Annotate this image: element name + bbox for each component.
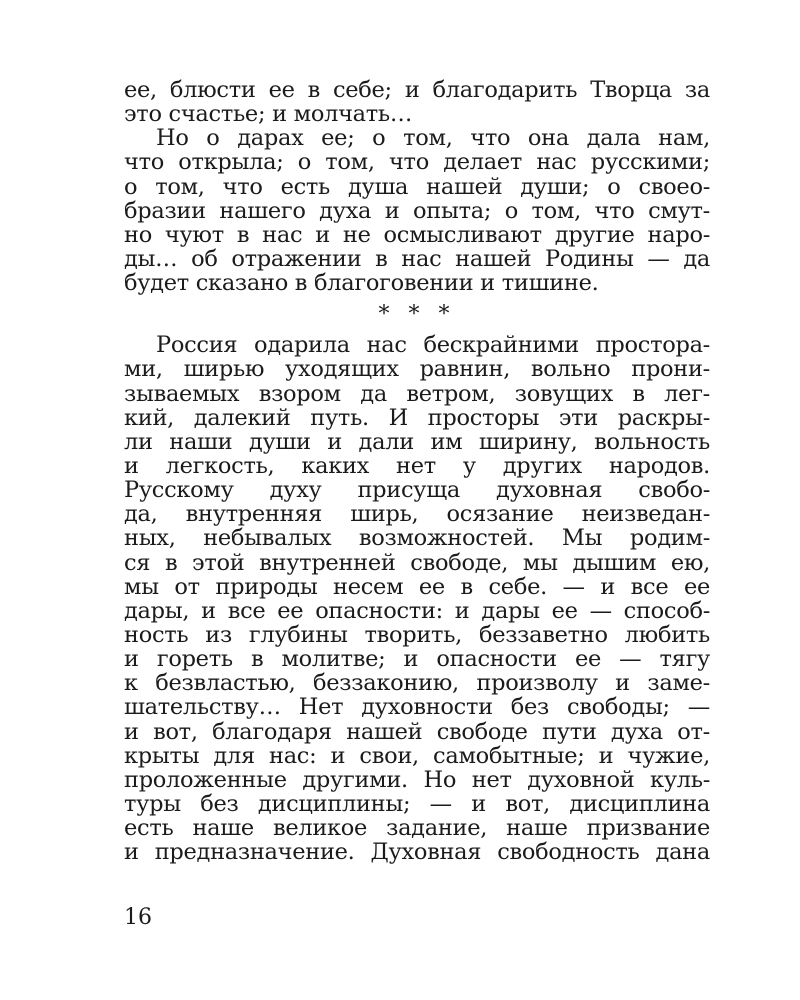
text-line: да, внутренняя ширь, осязание неизведан- [124,501,710,528]
text-line: что открыла; о том, что делает нас русскими; [124,149,710,176]
text-line: ся в этой внутренней свободе, мы дышим ею, [124,549,710,576]
text-line: но чуют в нас и не осмысливают другие наро- [124,221,710,248]
text-line: зываемых взором да ветром, зовущих в лег- [124,380,710,407]
text-line: ли наши души и дали им ширину, вольность [124,428,710,455]
text-line: ми, ширью уходящих равнин, вольно прони- [124,356,710,383]
text-line: туры без дисциплины; — и вот, дисциплина [124,790,710,817]
text-line: шательству… Нет духовности без свободы; — [124,694,710,721]
text-line: Россия одарила нас бескрайними простора- [156,332,710,359]
text-line: к безвластью, беззаконию, произволу и заме- [124,670,710,697]
text-line: Русскому духу присуща духовная свобо- [124,477,710,504]
text-line: ность из глубины творить, беззаветно любить [124,621,710,648]
text-line: есть наше великое задание, наше призвание [124,815,710,842]
paragraph-continuation [124,78,710,126]
paragraph [124,126,710,295]
text-line: дары, и все ее опасности: и дары ее — способ- [124,597,710,624]
text-line: и вот, благодаря нашей свободе пути духа от- [124,718,710,745]
text-line: и гореть в молитве; и опасности ее — тягу [124,646,710,673]
text-line: кий, далекий путь. И просторы эти раскры- [124,404,710,431]
text-line: ды… об отражении в нас нашей Родины — да [124,245,710,272]
text-line: мы от природы несем ее в себе. — и все ее [124,573,710,600]
book-page [124,78,710,864]
text-line: о том, что есть душа нашей души; о своео- [124,173,710,200]
text-line: проложенные другими. Но нет духовной куль- [124,766,710,793]
text-line: и предназначение. Духовная свободность дана [124,839,710,866]
text-line: бразии нашего духа и опыта; о том, что смут- [124,197,710,224]
text-line: ных, небывалых возможностей. Мы родим- [124,525,710,552]
page-number: 16 [124,905,152,930]
paragraph [124,333,710,864]
text-line: будет сказано в благоговении и тишине. [124,270,599,297]
text-line: Но о дарах ее; о том, что она дала нам, [156,125,710,152]
text-line: и легкость, каких нет у других народов. [124,452,710,479]
text-line: крыты для нас: и свои, самобытные; и чужие, [124,742,710,769]
section-separator: * * * [378,302,456,328]
text-line: это счастье; и молчать… [124,101,413,128]
text-line: ее, блюсти ее в себе; и благодарить Творца за [124,77,710,103]
